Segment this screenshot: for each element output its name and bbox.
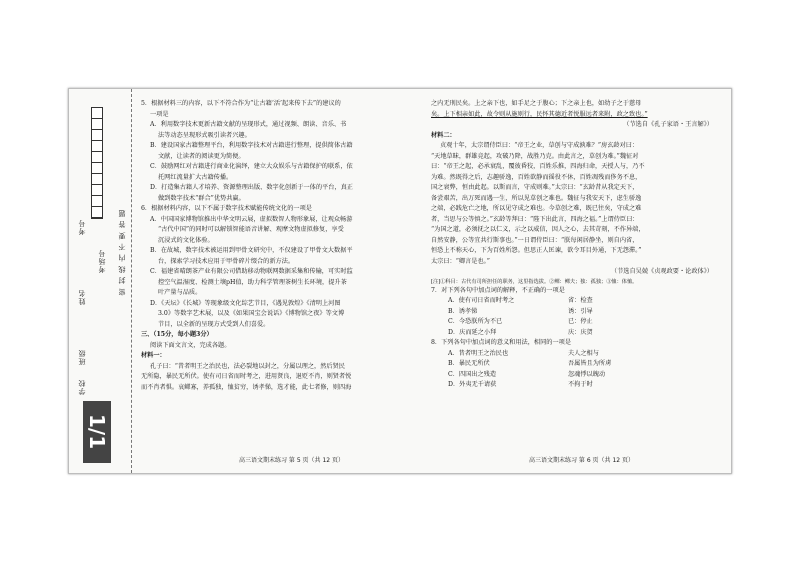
q6-option-a-cont: “古代中国”的同时可以解锁智能语音讲解、观摩文物虚拟修复，享受 — [158, 226, 344, 233]
exam-number-grid — [91, 107, 103, 219]
q6-option-c: C．福建省晴朗茶产业有限公司借助移动物联网数据采集和传输，可实时监 — [150, 268, 353, 275]
q5-stem-cont: 一项是 — [150, 110, 169, 118]
q7-option-a: A．使有司日省而时考之 — [448, 297, 515, 304]
q8-option-d-pair: 不拘于时 — [568, 381, 593, 388]
q7-stem: 7．对下列各句中加点词的解释，不正确的一项是 — [431, 286, 565, 294]
q5-stem: 5．根据材料三的内容，以下不符合作为“让古籍‘活’起来传下去”的建议的 — [141, 100, 341, 107]
passage-line: 孔子曰：“昔者明王之治民也，法必裂地以封之，分属以理之，然后贤民 — [150, 362, 345, 370]
q6-option-a-cont2: 沉浸式的文化体验。 — [158, 236, 214, 244]
q7-option-b-gloss: 诱：引导 — [568, 307, 593, 315]
q6-option-c-cont: 控空气温湿度、检测土壤pH值，助力科学管理茶树生长环境，提升茶 — [158, 278, 347, 286]
q6-option-c-cont2: 叶产量与品质。 — [158, 289, 202, 296]
q8-stem: 8．下列各句中加点词的意义和用法，相同的一项是 — [431, 339, 572, 346]
q8-option-a-pair: 夫人之相与 — [568, 349, 599, 357]
q7-option-d: D．庆而延之小拜 — [448, 328, 497, 336]
source-citation-2: （节选自吴兢《贞观政要・论政体》） — [610, 268, 713, 275]
page-code-badge: 1/1 — [83, 401, 111, 463]
q7-option-a-gloss: 省：检查 — [568, 297, 593, 304]
exam-label: 考号 — [78, 219, 86, 235]
passage-line: 而不肖者惧。哀鳏寡，养孤独，恤贫穷，诱孝悌，选才能，此七者修，则四海 — [141, 383, 352, 391]
passage-line: 之端，必践危亡之地，所以见守成之难也。今草创之难，既已往矣，守成之难 — [431, 205, 642, 212]
passage-line: 国之衰弊，恒由此起。以斯而言，守成则难。”太宗曰：“玄龄昔从我定天下， — [431, 184, 639, 191]
passage-line: 曰：“帝王之起，必承衰乱，覆彼昏狡，百姓乐推，四海归命，天授人与，乃不 — [431, 163, 645, 170]
q8-option-c: C．四国出之残造 — [448, 370, 497, 378]
q6-stem: 6．根据材料内容，以下不属于数字技术赋能传统文化的一项是 — [141, 205, 312, 212]
passage-line: 贞观十年，太宗谓侍臣曰：“帝王之业，草创与守成孰难？”房玄龄对曰： — [440, 142, 639, 149]
seal-warning: 密 封 线 内 不 要 答 题 — [118, 209, 126, 296]
annotation-note: [注]①科目：古代有司所担任的职务，这里指选拔。②鳏：鳏夫；独：孤独；③恤：体恤。 — [431, 278, 638, 285]
exam-sheet — [68, 88, 732, 474]
section-3-instruction: 阅读下面文言文，完成各题。 — [150, 341, 231, 349]
q8-option-c-pair: 忽魂悸以魄动 — [568, 370, 606, 378]
left-column — [141, 99, 421, 393]
q5-option-d: D．打造集古籍人才培养、资源整理出版、数字化创新于一体的平台，真正 — [150, 184, 353, 191]
passage-line: 之内无刑民矣。上之亲下也，如手足之于腹心；下之亲上也，如幼子之于慈母 — [431, 100, 642, 107]
q7-options — [431, 296, 721, 338]
q5-option-d-cont: 做到数字技术“群合”优势共赢。 — [158, 194, 245, 202]
q6-option-d-cont: 3.0》等数字艺术展，以及《如果国宝会说话》《博物馆之夜》等文博 — [158, 310, 345, 317]
q8-option-b-pair: 吾属皆且为所虏 — [568, 360, 612, 367]
q6-option-b-cont: 台，探索学习技术应用于甲骨碎片缀合的新方法。 — [158, 257, 295, 265]
page-footer-right: 高三语文期末练习 第 6 页（共 12 页） — [529, 457, 634, 464]
q7-option-c-gloss: 已：停止 — [568, 318, 593, 325]
school-label: 学校 — [78, 379, 86, 395]
passage-line: 者，当思与公等慎之。”玄龄等拜曰：“陛下出此言，四海之福。”上谓侍臣曰： — [431, 215, 639, 223]
q5-option-a: A．利用数字技术更新古籍文献的呈现形式，通过视频、朗读、音乐、书 — [150, 121, 347, 128]
q8-option-b: B．暴民无所伏 — [448, 360, 490, 367]
material-2-heading: 材料二： — [431, 131, 456, 139]
q5-option-b-cont: 文献，让读者的阅读更为简便。 — [158, 152, 245, 160]
q5-option-b: B．建设国家古籍整理平台，利用数字技术对古籍进行整理，提供简体古籍 — [150, 142, 353, 149]
q5-option-c-cont: 托网红流量扩大古籍传播。 — [158, 173, 233, 181]
passage-line: 恒恐上不称天心，下为百姓所怨。但思正人匡谏，欲令耳目外通，下无怨滞。” — [431, 247, 642, 254]
q8-option-d: D．外夷无千请获 — [448, 381, 497, 388]
q7-option-c: C．今恐朕所为不已 — [448, 318, 503, 325]
q6-option-d: D．《天坛》《长城》等现象级文化综艺节目，《遇见敦煌》《清明上河图 — [150, 299, 341, 307]
passage-line-underlined: 矣。上下相亲如此，故令则从施则行，民怀其德近者悦服远者来附，政之致也。” — [431, 110, 648, 118]
section-3-heading: 三、（15分，每小题3分） — [141, 331, 213, 338]
q8-option-a: A．昔者明王之治民也 — [448, 349, 509, 357]
passage-line: 备尝艰苦，出万死而遇一生，所以见草创之难也。魏征与我安天下，虑生骄逸 — [431, 194, 642, 202]
binding-margin — [69, 89, 132, 473]
passage-line: “天地草昧，群雄竞起，攻破乃降，战胜乃克。由此言之，草创为难。”魏征对 — [431, 152, 639, 160]
q6-option-a: A．中国国家博物馆推出中华文明云展，虚拟数智人物形象展，让观众畅游 — [150, 215, 353, 223]
q6-option-b: B．在故城，数字技术被运用到甲骨文研究中，不仅建设了甲骨文大数据平 — [150, 247, 353, 254]
material-1-heading: 材料一： — [141, 352, 166, 359]
page-footer-left: 高三语文期末练习 第 5 页（共 12 页） — [239, 457, 344, 464]
q7-option-b: B．诱孝悌 — [448, 307, 478, 315]
class-label: 班级 — [78, 349, 86, 365]
passage-line: “为国之道，必须抚之以仁义，示之以威信，因人之心，去其苛刻，不作异端， — [431, 226, 645, 233]
right-column — [431, 99, 721, 391]
q5-option-c: C．鼓励网红对古籍进行商业化演绎，建立大众娱乐与古籍保护的联系，依 — [150, 163, 353, 170]
q7-option-d-gloss: 庆：庆贺 — [568, 328, 593, 336]
passage-line: 为难。然既得之后，志趣骄逸，百姓欲静而徭役不休，百姓凋残而侈务不息， — [431, 173, 642, 181]
name-label: 姓名 — [78, 289, 86, 305]
q6-option-d-cont2: 节目，以全新的呈现方式受到人们喜爱。 — [158, 320, 270, 328]
passage-line: 太宗曰：“卿言是也。” — [431, 257, 490, 265]
seat-label: 考场号 — [98, 249, 106, 273]
q5-option-a-cont: 法等动态呈现形式吸引读者兴趣。 — [158, 131, 251, 139]
passage-line: 无所隐，暴民无所伏。使有司日省而时考之，进用贤良，退贬不肖，则贤者悦 — [141, 373, 352, 380]
q8-options — [431, 349, 721, 391]
source-citation-1: （节选自《孔子家语・王言解》） — [623, 121, 713, 128]
passage-line: 自然安静，公等宜共行斯事也。”一日谓侍臣曰：“朕每闲居静坐，则自内省， — [431, 236, 639, 244]
